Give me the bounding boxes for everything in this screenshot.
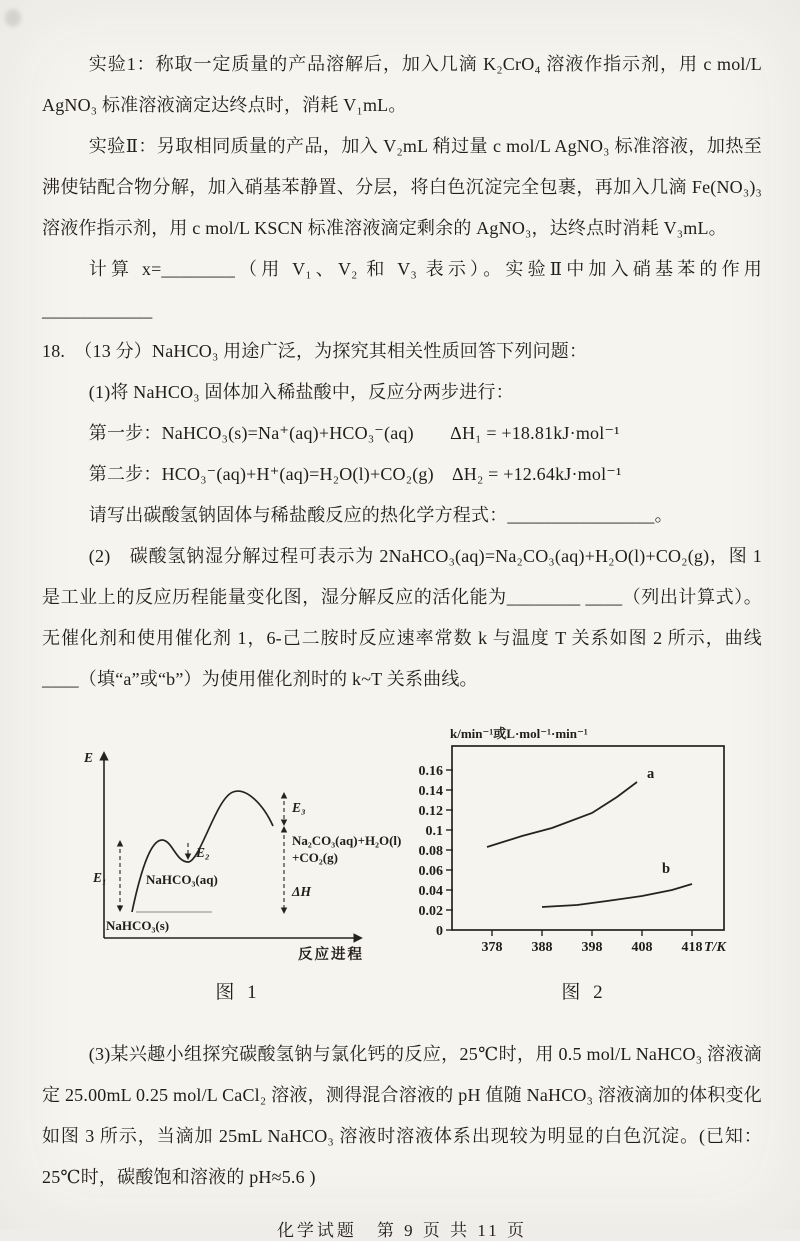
figure1-plot	[62, 724, 414, 964]
paragraph-calc-x: 计算 x=________（用 V₁、V₂ 和 V₃ 表示）。实验Ⅱ中加入硝基苯的作用 ____________	[42, 259, 762, 320]
paragraph-step1-equation: 第一步：NaHCO₃(s)=Na⁺(aq)+HCO₃⁻(aq) ΔH₁ = +18.81kJ·mol⁻¹	[88, 423, 620, 443]
fig1-x-axis-label: 反应进程	[298, 947, 364, 963]
paragraph-experiment-2: 实验Ⅱ：另取相同质量的产品，加入 V₂mL 稍过量 c mol/L AgNO₃ 标准溶液，加热至沸使钴配合物分解，加入硝基苯静置、分层，将白色沉淀完全包裹，再加入几滴 Fe(NO₃)₃ 溶液作指示剂，用 c mol/L KSCN 标准溶液滴定剩余的 AgNO₃，达终点时消耗 V₃mL。	[42, 136, 762, 238]
fig2-plot-frame	[452, 746, 724, 930]
figure-2-rate-constant-chart	[414, 724, 754, 1004]
fig2-y-tick-label: 0.12	[418, 804, 443, 819]
fig2-y-axis-label: k/min⁻¹或L·mol⁻¹·min⁻¹	[450, 726, 588, 741]
fig2-y-tick-label: 0.02	[418, 904, 443, 919]
fig2-x-tick-label: 378	[481, 940, 503, 955]
fig1-intermediate-label: NaHCO₃(aq)	[146, 872, 218, 887]
fig2-y-tick-label: 0	[436, 924, 443, 939]
figure2-caption: 图 2	[561, 982, 607, 1003]
paragraph-q18-part1: (1)将 NaHCO₃ 固体加入稀盐酸中，反应分两步进行：	[88, 382, 514, 402]
fig2-x-tick-label: 418	[681, 940, 703, 955]
fig2-curve-label-a: a	[647, 766, 655, 782]
fig2-y-tick-label: 0.04	[418, 884, 443, 899]
paragraph-q18-part2: (2) 碳酸氢钠湿分解过程可表示为 2NaHCO₃(aq)=Na₂CO₃(aq)+H₂O(l)+CO₂(g)，图 1 是工业上的反应历程能量变化图，湿分解反应的活化能为________ ____（列出计算式）。无催化剂和使用催化剂 1，6-己二胺时反应速率常数 k 与温度 T 关系如图 2 所示，曲线____（填“a”或“b”）为使用催化剂时的 k~T 关系曲线。	[42, 546, 762, 689]
fig2-curve-b	[542, 884, 692, 907]
page-footer: 化学试题 第 9 页 共 11 页	[276, 1221, 528, 1240]
fig2-y-tick-label: 0.1	[425, 824, 443, 839]
figure-1-energy-diagram	[62, 724, 414, 1004]
paragraph-q18-header: 18. （13 分）NaHCO₃ 用途广泛，为探究其相关性质回答下列问题：	[42, 341, 588, 361]
fig2-curve-label-b: b	[662, 861, 671, 877]
figure2-plot	[414, 724, 754, 964]
fig1-reactant-label: NaHCO₃(s)	[106, 918, 170, 933]
paragraph-thermochemical-blank: 请写出碳酸氢钠固体与稀盐酸反应的热化学方程式：________________。	[88, 505, 673, 525]
fig2-y-tick-label: 0.16	[418, 764, 443, 779]
fig1-products-label-line2: +CO₂(g)	[292, 850, 338, 865]
fig1-delta-h-label: ΔH	[292, 884, 311, 899]
paragraph-experiment-1: 实验1：称取一定质量的产品溶解后，加入几滴 K₂CrO₄ 溶液作指示剂，用 c mol/L AgNO₃ 标准溶液滴定达终点时，消耗 V₁mL。	[42, 54, 762, 115]
fig2-curve-a	[487, 782, 637, 847]
fig2-y-tick-label: 0.14	[418, 784, 443, 799]
fig2-x-tick-label: 388	[531, 940, 553, 955]
fig1-y-axis-label: E	[84, 750, 94, 765]
scan-artifact	[5, 9, 21, 27]
fig1-e3-label: E₃	[292, 800, 306, 815]
fig2-x-tick-label: 408	[631, 940, 653, 955]
fig2-y-tick-label: 0.08	[418, 844, 443, 859]
figure1-caption: 图 1	[215, 982, 261, 1003]
paragraph-q18-part3: (3)某兴趣小组探究碳酸氢钠与氯化钙的反应，25℃时，用 0.5 mol/L NaHCO₃ 溶液滴定 25.00mL 0.25 mol/L CaCl₂ 溶液，测得混合溶液的 pH 值随 NaHCO₃ 溶液滴加的体积变化如图 3 所示，当滴加 25mL NaHCO₃ 溶液时溶液体系出现较为明显的白色沉淀。(已知：25℃时，碳酸饱和溶液的 pH≈5.6 )	[42, 1044, 762, 1187]
fig2-y-tick-label: 0.06	[418, 864, 443, 879]
fig2-x-axis-unit-label: T/K	[704, 940, 726, 955]
fig1-e2-label: E₂	[196, 845, 210, 860]
fig1-products-label-line1: Na₂CO₃(aq)+H₂O(l)	[292, 833, 402, 848]
figures-row	[42, 724, 762, 1004]
fig1-e1-label: E₁	[93, 870, 107, 885]
fig2-x-tick-label: 398	[581, 940, 603, 955]
paragraph-step2-equation: 第二步：HCO₃⁻(aq)+H⁺(aq)=H₂O(l)+CO₂(g) ΔH₂ = +12.64kJ·mol⁻¹	[88, 464, 622, 484]
